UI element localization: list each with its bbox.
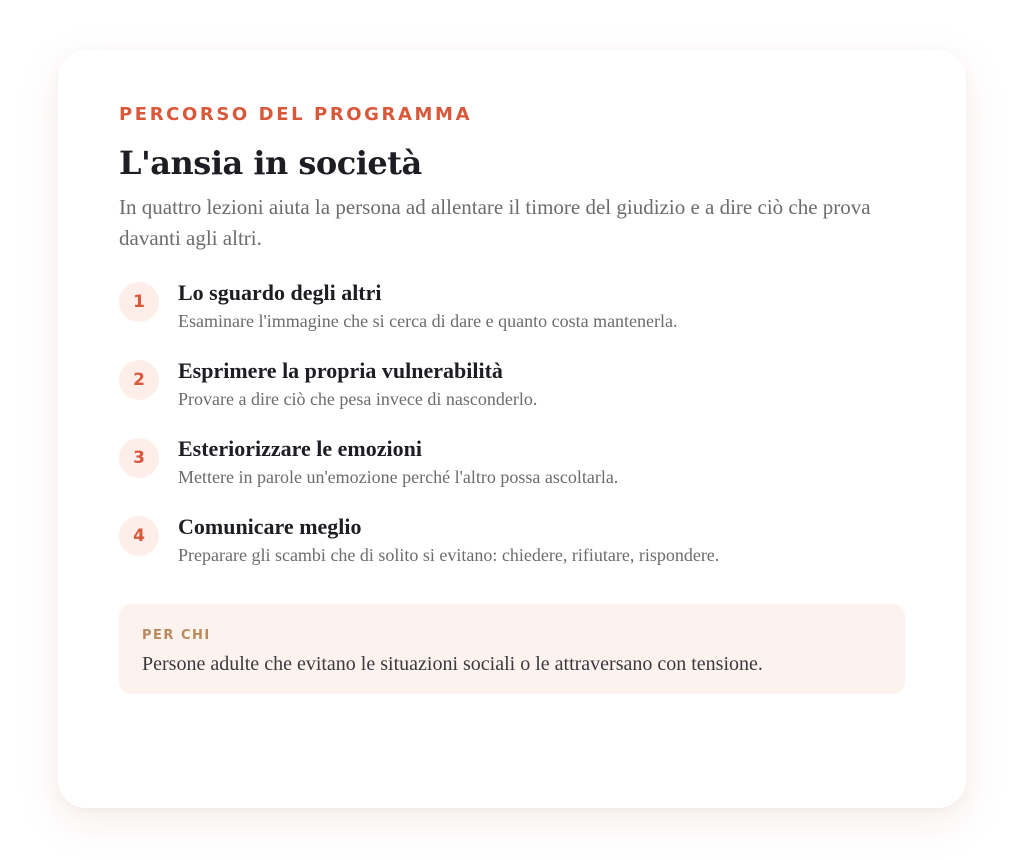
step-item-3 <box>119 434 905 512</box>
step-description: Esaminare l'immagine che si cerca di dare e quanto costa mantenerla. <box>178 311 678 331</box>
program-title: L'ansia in società <box>119 144 422 182</box>
program-eyebrow: PERCORSO DEL PROGRAMMA <box>119 104 473 125</box>
step-title: Esprimere la propria vulnerabilità <box>178 358 503 383</box>
step-item-2 <box>119 356 905 434</box>
step-description: Provare a dire ciò che pesa invece di nasconderlo. <box>178 389 538 409</box>
step-description: Preparare gli scambi che di solito si evitano: chiedere, rifiutare, rispondere. <box>178 545 720 565</box>
audience-box <box>119 604 905 694</box>
step-title: Lo sguardo degli altri <box>178 280 382 305</box>
step-title: Comunicare meglio <box>178 514 362 539</box>
audience-text: Persone adulte che evitano le situazioni sociali o le attraversano con tensione. <box>142 653 763 675</box>
steps-list <box>119 278 905 590</box>
step-item-4 <box>119 512 905 590</box>
step-text <box>178 356 537 411</box>
step-title: Esteriorizzare le emozioni <box>178 436 422 461</box>
step-text <box>178 278 678 333</box>
audience-label: PER CHI <box>142 628 211 643</box>
step-number-badge: 1 <box>119 282 159 322</box>
step-item-1 <box>119 278 905 356</box>
step-number-badge: 2 <box>119 360 159 400</box>
program-subtitle: In quattro lezioni aiuta la persona ad allentare il timore del giudizio e a dire ciò che prova davanti agli altri. <box>119 195 871 250</box>
step-text <box>178 434 618 489</box>
step-number-badge: 4 <box>119 516 159 556</box>
step-description: Mettere in parole un'emozione perché l'altro possa ascoltarla. <box>178 467 619 487</box>
program-card <box>58 50 966 808</box>
step-number-badge: 3 <box>119 438 159 478</box>
step-text <box>178 512 719 567</box>
